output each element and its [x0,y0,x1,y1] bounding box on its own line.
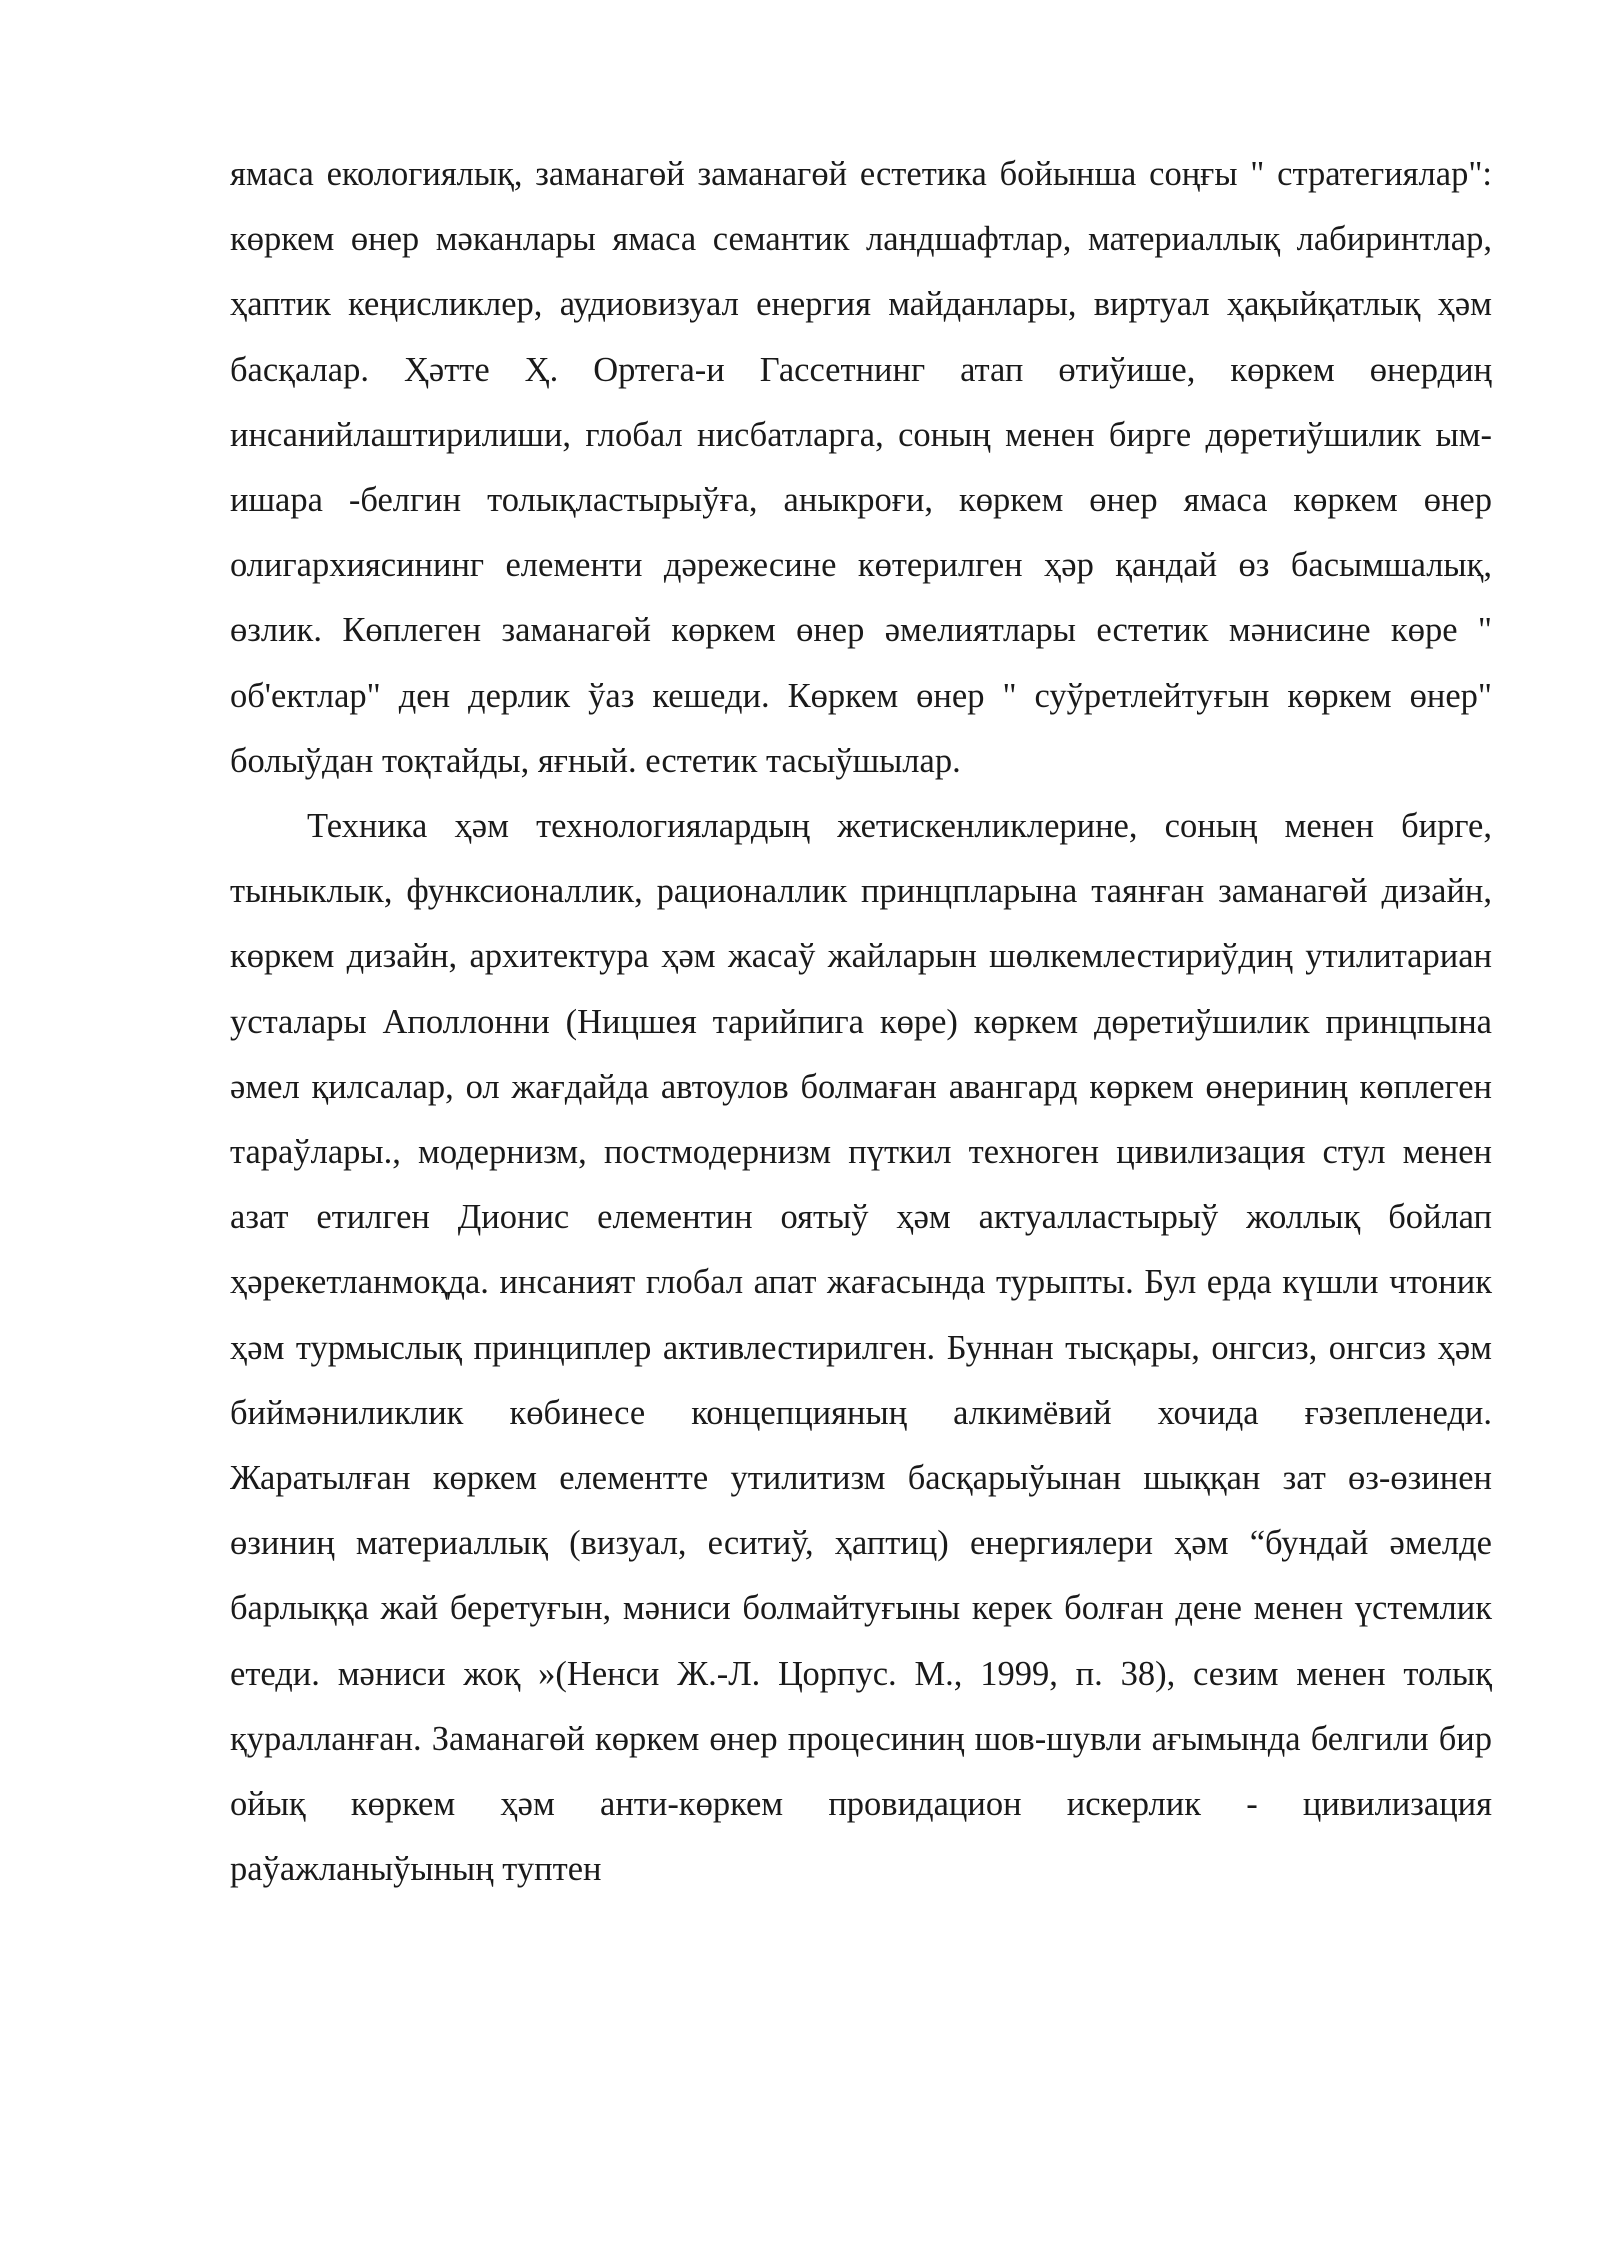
paragraph-1: ямаса екологиялық, заманагөй заманагөй естетика бойынша соңғы " стратегиялар": көркем өнер мәканлары ямаса семантик ландшафтлар, материаллық лабиринтлар, ҳаптик кеңисликлер, аудиовизуал енергия майданлары, виртуал ҳақыйқатлық ҳәм басқалар. Ҳәтте Ҳ. Ортега-и Гассетнинг атап өтиўише, көркем өнердиң инсанийлаштирилиши, глобал нисбатларга, соның менен бирге дөретиўшилик ым-ишара -белгин толықластырыўға, аныкроғи, көркем өнер ямаса көркем өнер олигархиясининг елементи дәрежесине көтерилген ҳәр қандай өз басымшалық, өзлик. Көплеген заманагөй көркем өнер әмелиятлары естетик мәнисине көре " об'ектлар" ден дерлик ўаз кешеди. Көркем өнер " суўретлейтуғын көркем өнер" болыўдан тоқтайды, яғный. естетик тасыўшылар. [230,155,1492,780]
paragraph-2: Техника ҳәм технологиялардың жетискенликлерине, соның менен бирге, тыныклык, функсионаллик, рационаллик принцпларына таянған заманагөй дизайн, көркем дизайн, архитектура ҳәм жасаў жайларын шөлкемлестириўдиң утилитариан усталары Аполлонни (Ницшея тарийпига көре) көркем дөретиўшилик принцпына әмел қилсалар, ол жағдайда автоулов болмаған авангард көркем өнериниң көплеген тараўлары., модернизм, постмодернизм пүткил техноген цивилизация стул менен азат етилген Дионис елементин оятыў ҳәм актуалластырыў жоллық бойлап ҳәрекетланмоқда. инсаният глобал апат жағасында турыпты. Бул ерда күшли чтоник ҳәм турмыслық принциплер активлестирилген. Буннан тысқары, онгсиз, онгсиз ҳәм биймәниликлик көбинесе концепцияның алкимёвий хочида ғәзепленеди. Жаратылған көркем елементте утилитизм басқарыўынан шыққан зат өз-өзинен өзиниң материаллық (визуал, еситиў, ҳаптиц) енергиялери ҳәм “бундай әмелде барлыққа жай беретуғын, мәниси болмайтуғыны керек болған дене менен үстемлик етеди. мәниси жоқ »(Ненси Ж.-Л. Цорпус. М., 1999, п. 38), сезим менен толық қуралланған. Заманагөй көркем өнер процесиниң шов-шувли ағымында белгили бир ойық көркем ҳәм анти-көркем провидацион искерлик - цивилизация раўажланыўының туптен [230,807,1492,1889]
body-text [230,142,1492,1902]
